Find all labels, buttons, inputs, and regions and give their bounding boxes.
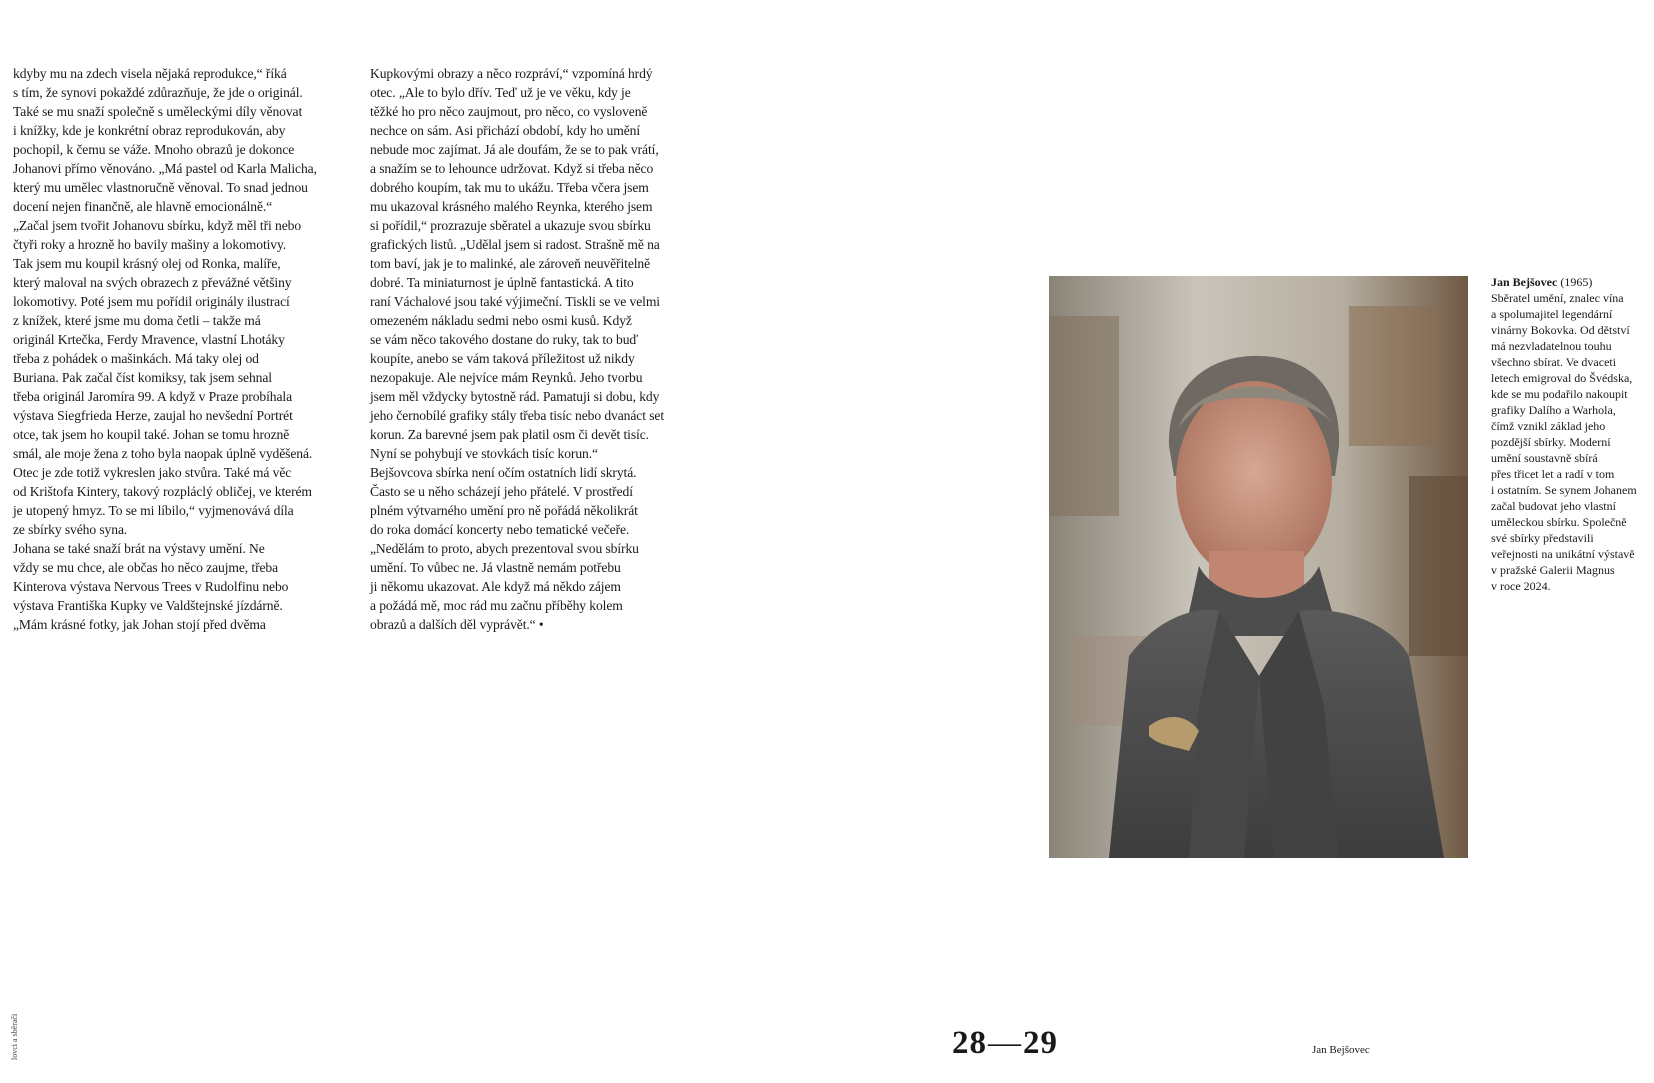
photo-caption: [1491, 274, 1651, 594]
article-column-right: [370, 64, 730, 634]
article-column-left: [13, 64, 358, 634]
caption-name: Jan Bejšovec: [1491, 275, 1558, 289]
page-number-right: 29: [1023, 1025, 1058, 1061]
page-numbers: [952, 1023, 1058, 1063]
page-number-dash: —: [988, 1025, 1022, 1061]
article-text-left: kdyby mu na zdech visela nějaká reprodukce,“ říká s tím, že synovi pokaždé zdůrazňuje, že jde o originál. Také se mu snaží společně s uměleckými díly věnovat i knížky, kde je konkrétní obraz reprodukován, aby pochopil, k čemu se váže. Mnoho obrazů je dokonce Johanovi přímo věnováno. „Má pastel od Karla Malicha, který mu umělec vlastnoručně věnoval. To snad jednou docení nejen finančně, ale hlavně emocionálně.“ „Začal jsem tvořit Johanovu sbírku, když měl tři nebo čtyři roky a hrozně ho bavily mašiny a lokomotivy. Tak jsem mu koupil krásný olej od Ronka, malíře, který maloval na svých obrazech z převážné většiny lokomotivy. Poté jsem mu pořídil originály ilustrací z knížek, které jsme mu doma četli – takže má originál Krtečka, Ferdy Mravence, vlastní Lhotáky třeba z pohádek o mašinkách. Má taky olej od Buriana. Pak začal číst komiksy, tak jsem sehnal třeba originál Jaromíra 99. A když v Praze probíhala výstava Siegfrieda Herze, zaujal ho nevšední Portrét otce, tak jsem ho koupil také. Johan se tomu hrozně smál, ale moje žena z toho byla naopak úplně vyděšená. Otec je zde totiž vykreslen jako stvůra. Také má věc od Krištofa Kintery, takový rozpláclý obličej, ve kterém je utopený hmyz. To se mi líbilo,“ vyjmenovává díla ze sbírky svého syna. Johana se také snaží brát na výstavy umění. Ne vždy se mu chce, ale občas ho něco zaujme, třeba Kinterova výstava Nervous Trees v Rudolfinu nebo výstava Františka Kupky ve Valdštejnské jízdárně. „Mám krásné fotky, jak Johan stojí před dvěma: [13, 66, 317, 632]
portrait-illustration: [1049, 276, 1468, 858]
portrait-photo: [1049, 276, 1468, 858]
caption-body: Sběratel umění, znalec vína a spolumajitel legendární vinárny Bokovka. Od dětství má nezvladatelnou touhu všechno sbírat. Ve dvaceti letech emigroval do Švédska, kde se mu podařilo nakoupit grafiky Dalího a Warhola, čímž vznikl základ jeho pozdější sbírky. Moderní umění soustavně sbírá přes třicet let a radí v tom i ostatním. Se synem Johanem začal budovat jeho vlastní uměleckou sbírku. Společně své sbírky představili veřejnosti na unikátní výstavě v pražské Galerii Magnus v roce 2024.: [1491, 291, 1637, 593]
page-number-left: 28: [952, 1025, 987, 1061]
caption-years: (1965): [1557, 275, 1593, 289]
article-text-right: Kupkovými obrazy a něco rozpráví,“ vzpomíná hrdý otec. „Ale to bylo dřív. Teď už je ve věku, kdy je těžké ho pro něco zaujmout, pro něco, co vysloveně nechce on sám. Asi přichází období, kdy ho umění nebude moc zajímat. Já ale doufám, že se to pak vrátí, a snažím se to lehounce udržovat. Když si třeba něco dobrého koupím, tak mu to ukážu. Třeba včera jsem mu ukazoval krásného malého Reynka, kterého jsem si pořídil,“ prozrazuje sběratel a ukazuje svou sbírku grafických listů. „Udělal jsem si radost. Strašně mě na tom baví, jak je to malinké, ale zároveň neuvěřitelně dobré. Ta miniaturnost je úplně fantastická. A tito raní Váchalové jsou také výjimeční. Tiskli se ve velmi omezeném nákladu sedmi nebo osmi kusů. Když se vám něco takového dostane do ruky, tak to buď koupíte, anebo se vám taková příležitost už nikdy nezopakuje. Ale nejvíce mám Reynků. Jeho tvorbu jsem měl vždycky bytostně rád. Pamatuji si dobu, kdy jeho černobílé grafiky stály třeba tisíc nebo dvanáct set korun. Za barevné jsem pak platil osm či devět tisíc. Nyní se pohybují ve stovkách tisíc korun.“ Bejšovcova sbírka není očím ostatních lidí skrytá. Často se u něho scházejí jeho přátelé. V prostředí plném výtvarného umění pro ně pořádá několikrát do roka domácí koncerty nebo tematické večeře. „Nedělám to proto, abych prezentoval svou sbírku umění. To vůbec ne. Já vlastně nemám potřebu ji někomu ukazovat. Ale když má někdo zájem a požádá mě, moc rád mu začnu příběhy kolem obrazů a dalších děl vyprávět.“ •: [370, 66, 665, 632]
footer-running-title: Jan Bejšovec: [1312, 1044, 1370, 1056]
section-label: lovci a sběrači: [10, 1013, 19, 1060]
